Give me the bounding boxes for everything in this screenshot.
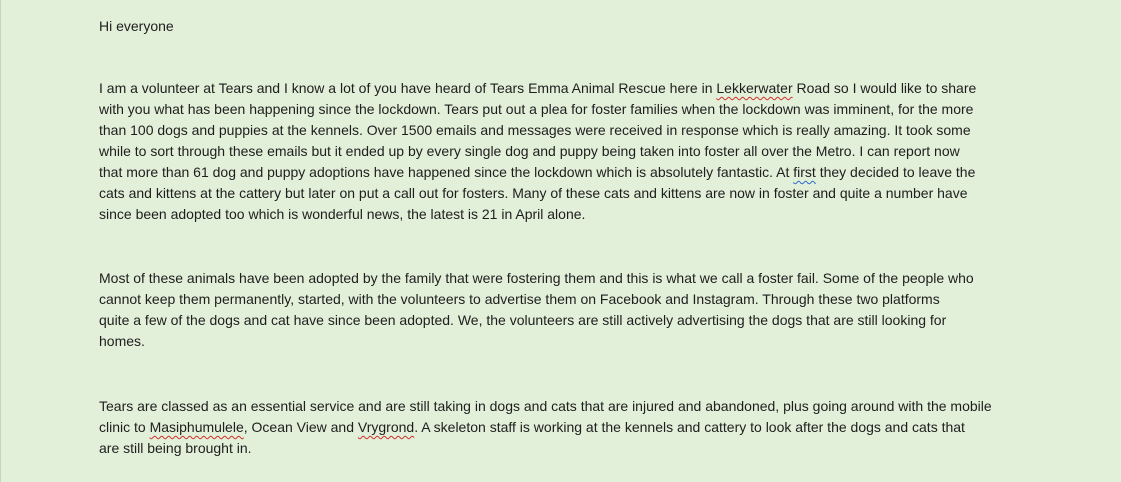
text-run: I am a volunteer at Tears and I know a lot of you have heard of Tears Emma Animal Rescue here in	[99, 80, 717, 96]
text-run: , Ocean View and	[243, 419, 358, 435]
paragraph-1-line-2: with you what has been happening since the lockdown. Tears put out a plea for foster families when the lockdown was imminent, for the more	[99, 101, 974, 117]
paragraph-2	[99, 268, 1039, 352]
text-run: Road so I would like to share	[792, 80, 977, 96]
paragraph-2-line-3: quite a few of the dogs and cat have since been adopted. We, the volunteers are still actively advertising the dogs that are still looking for	[99, 312, 947, 328]
spelling-error-lekkerwater[interactable]: Lekkerwater	[716, 80, 793, 96]
paragraph-3-line-1: Tears are classed as an essential service and are still taking in dogs and cats that are injured and abandoned, plus going around with the mobile	[99, 398, 992, 414]
text-run: clinic to	[99, 419, 150, 435]
paragraph-3	[99, 396, 1039, 459]
text-run: they decided to leave the	[815, 164, 976, 180]
paragraph-1-line-1	[99, 78, 1039, 99]
paragraph-2-line-1: Most of these animals have been adopted by the family that were fostering them and this is what we call a foster fail. Some of the people who	[99, 270, 974, 286]
paragraph-2-line-2: cannot keep them permanently, started, with the volunteers to advertise them on Facebook and Instagram. Through these two platforms	[99, 291, 940, 307]
text-run: that more than 61 dog and puppy adoptions have happened since the lockdown which is absolutely fantastic. At	[99, 164, 794, 180]
paragraph-1-line-4: while to sort through these emails but it ended up by every single dog and puppy being taken into foster all over the Metro. I can report now	[99, 143, 960, 159]
greeting-line: Hi everyone	[99, 18, 174, 34]
paragraph-3-line-2	[99, 417, 1039, 438]
paragraph-1-line-3: than 100 dogs and puppies at the kennels. Over 1500 emails and messages were received in response which is really amazing. It took some	[99, 122, 971, 138]
text-run: . A skeleton staff is working at the kennels and cattery to look after the dogs and cats that	[414, 419, 965, 435]
paragraph-2-line-4: homes.	[99, 333, 145, 349]
paragraph-1	[99, 78, 1039, 225]
grammar-suggestion-first[interactable]: first	[793, 164, 816, 180]
paragraph-1-line-7: since been adopted too which is wonderful news, the latest is 21 in April alone.	[99, 206, 586, 222]
paragraph-1-line-6: cats and kittens at the cattery but later on put a call out for fosters. Many of these cats and kittens are now in foster and quite a number have	[99, 185, 968, 201]
spelling-error-vrygrond[interactable]: Vrygrond	[357, 419, 415, 435]
paragraph-3-line-3: are still being brought in.	[99, 440, 252, 456]
paragraph-1-line-5	[99, 162, 1039, 183]
spelling-error-masiphumulele[interactable]: Masiphumulele	[149, 419, 244, 435]
